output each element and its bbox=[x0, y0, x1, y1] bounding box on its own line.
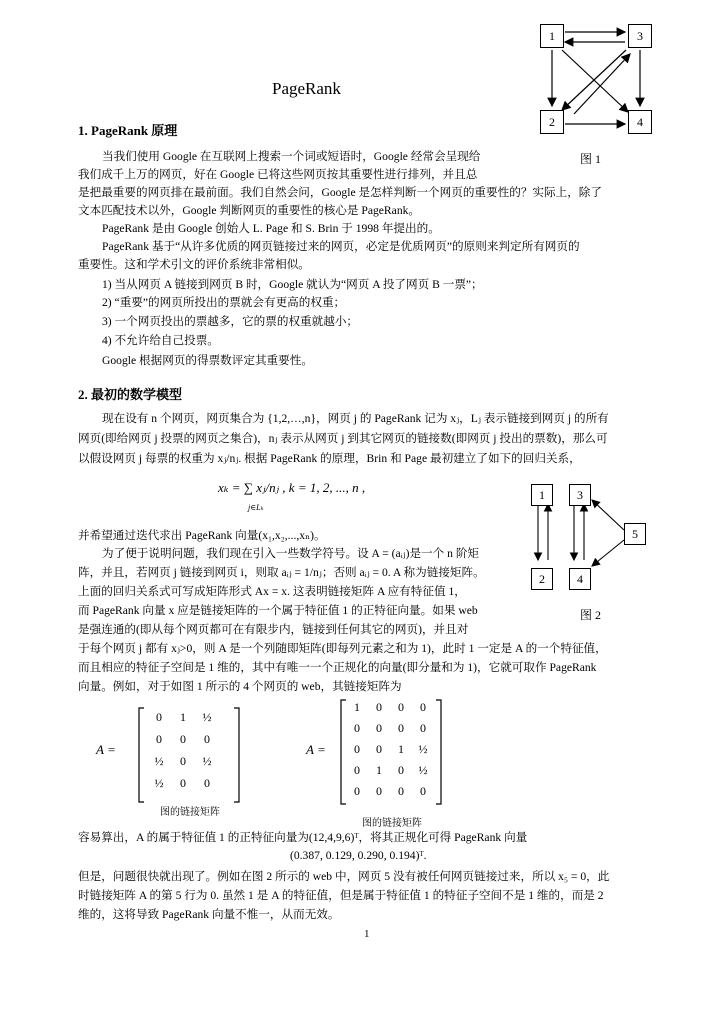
matrix1-label: A = bbox=[96, 742, 116, 757]
figure2-caption: 图 2 bbox=[580, 608, 602, 622]
matrix1-cell: 0 bbox=[156, 710, 162, 724]
figure2-node-2: 2 bbox=[531, 568, 553, 590]
formula-text: xₖ = ∑ xⱼ/nⱼ , k = 1, 2, ..., n , bbox=[218, 480, 366, 495]
matrix2-cell: 0 bbox=[354, 763, 360, 777]
section1-p1-line3: 是把最重要的网页排在最前面。我们自然会问，Google 是怎样判断一个网页的重要性的？实际上，除了 bbox=[78, 186, 602, 199]
section1-p4: Google 根据网页的得票数评定其重要性。 bbox=[102, 354, 313, 367]
matrix2-cell: 0 bbox=[398, 763, 404, 777]
matrix2-cell: 0 bbox=[376, 742, 382, 756]
matrix1-cell: 0 bbox=[180, 776, 186, 790]
matrix1-cell: 0 bbox=[156, 732, 162, 746]
matrix1 bbox=[150, 710, 240, 802]
section1-heading: 1. PageRank 原理 bbox=[78, 123, 178, 138]
section2-p3-line3: 上面的回归关系式可写成矩阵形式 Ax = x. 这表明链接矩阵 A 应有特征值 1， bbox=[78, 585, 466, 598]
matrix1-cell: ½ bbox=[202, 710, 212, 724]
matrix2-cell: 0 bbox=[354, 742, 360, 756]
section2-heading: 2. 最初的数学模型 bbox=[78, 387, 183, 402]
page-number: 1 bbox=[364, 928, 370, 940]
pagerank-vector: (0.387, 0.129, 0.290, 0.194)ᵀ. bbox=[290, 849, 427, 862]
matrix2-cell: 0 bbox=[376, 721, 382, 735]
matrix2 bbox=[348, 700, 440, 805]
matrix2-cell: 0 bbox=[420, 721, 426, 735]
section2-p3-line2: 阵，并且，若网页 j 链接到网页 i，则取 aᵢⱼ = 1/nⱼ；否则 aᵢⱼ = 0. A 称为链接矩阵。 bbox=[78, 566, 485, 579]
matrix2-cell: 0 bbox=[376, 784, 382, 798]
figure2-node-4: 4 bbox=[569, 568, 591, 590]
section1-p3-line2: 重要性。这和学术引文的评价系统非常相似。 bbox=[78, 258, 310, 271]
section2-p3-line6: 于每个网页 j 都有 xⱼ>0，则 A 是一个列随即矩阵(即每列元素之和为 1)，此时 1 一定是 A 的一个特征值， bbox=[78, 642, 607, 655]
section1-list-item-4: 4) 不允许给自己投票。 bbox=[102, 334, 219, 347]
section1-p3-line1: PageRank 基于“从许多优质的网页链接过来的网页，必定是优质网页”的原则来判定所有网页的 bbox=[102, 240, 580, 253]
matrix2-label: A = bbox=[306, 742, 326, 757]
page-title: PageRank bbox=[272, 79, 341, 98]
section2-p3-line7: 而且相应的特征子空间是 1 维的，其中有唯一一个正规化的向量(即分量和为 1)，它就可取作 PageRank bbox=[78, 661, 597, 674]
section2-p1-line1: 现在设有 n 个网页，网页集合为 {1,2,…,n}，网页 j 的 PageRank 记为 xⱼ，Lⱼ 表示链接到网页 j 的所有 bbox=[102, 412, 609, 425]
section2-p1-line2: 网页(即给网页 j 投票的网页之集合)，nⱼ 表示从网页 j 到其它网页的链接数(即网页 j 投出的票数)，那么可 bbox=[78, 432, 608, 445]
figure2-node-3: 3 bbox=[569, 484, 591, 506]
section1-list-item-3: 3) 一个网页投出的票越多，它的票的权重就越小； bbox=[102, 315, 359, 328]
figure1-node-4: 4 bbox=[628, 110, 652, 134]
section1-p1-line4: 文本匹配技术以外，Google 判断网页的重要性的核心是 PageRank。 bbox=[78, 204, 421, 217]
formula-sum-index: j∈Lₖ bbox=[248, 503, 264, 512]
figure1-node-2: 2 bbox=[540, 110, 564, 134]
matrix2-cell: 0 bbox=[354, 721, 360, 735]
matrix1-caption: 图的链接矩阵 bbox=[160, 807, 220, 818]
section1-p1-line2: 我们成千上万的网页，好在 Google 已将这些网页按其重要性进行排列，并且总 bbox=[78, 168, 478, 181]
figure2-node-1: 1 bbox=[531, 484, 553, 506]
matrix2-cell: 0 bbox=[420, 700, 426, 714]
matrix1-cell: ½ bbox=[154, 776, 164, 790]
matrix2-cell: 0 bbox=[376, 700, 382, 714]
section2-p3-line8: 向量。例如，对于如图 1 所示的 4 个网页的 web，其链接矩阵为 bbox=[78, 680, 402, 693]
matrix2-caption: 图的链接矩阵 bbox=[362, 818, 422, 829]
matrix1-cell: 0 bbox=[180, 732, 186, 746]
section1-p1-line1: 当我们使用 Google 在互联网上搜索一个词或短语时，Google 经常会呈现给 bbox=[102, 150, 481, 163]
section2-p4: 容易算出，A 的属于特征值 1 的正特征向量为(12,4,9,6)ᵀ，将其正规化可得 PageRank 向量 bbox=[78, 831, 528, 844]
matrix2-cell: 0 bbox=[420, 784, 426, 798]
section2-p5-line2: 时链接矩阵 A 的第 5 行为 0. 虽然 1 是 A 的特征值，但是属于特征值 1 的特征子空间不是 1 维的，而是 2 bbox=[78, 889, 604, 902]
section2-p3-line5: 是强连通的(即从每个网页都可在有限步内，链接到任何其它的网页)，并且对 bbox=[78, 623, 469, 636]
section2-p2: 并希望通过迭代求出 PageRank 向量(x₁,x₂,...,xₙ)。 bbox=[78, 529, 326, 542]
section1-list-item-2: 2) “重要”的网页所投出的票就会有更高的权重； bbox=[102, 296, 346, 309]
matrix2-cell: ½ bbox=[418, 742, 428, 756]
matrix2-cell: 0 bbox=[398, 784, 404, 798]
matrix2-cell: 0 bbox=[398, 700, 404, 714]
matrix1-cell: ½ bbox=[202, 754, 212, 768]
section2-p5-line3: 维的，这将导致 PageRank 向量不惟一，从而无效。 bbox=[78, 908, 340, 921]
section2-p3-line4: 而 PageRank 向量 x 应是链接矩阵的一个属于特征值 1 的正特征向量。如果 web bbox=[78, 604, 478, 617]
matrix1-cell: 0 bbox=[204, 776, 210, 790]
matrix2-cell: 1 bbox=[398, 742, 404, 756]
section1-list-item-1: 1) 当从网页 A 链接到网页 B 时，Google 就认为“网页 A 投了网页 B 一票”； bbox=[102, 278, 483, 291]
section1-p2: PageRank 是由 Google 创始人 L. Page 和 S. Brin 于 1998 年提出的。 bbox=[102, 222, 440, 235]
section2-p5-line1: 但是，问题很快就出现了。例如在图 2 所示的 web 中，网页 5 没有被任何网页链接过来，所以 x₅ = 0，此 bbox=[78, 870, 610, 883]
matrix2-cell: ½ bbox=[418, 763, 428, 777]
matrix2-cell: 0 bbox=[398, 721, 404, 735]
matrix1-cell: 0 bbox=[204, 732, 210, 746]
matrix2-cell: 1 bbox=[376, 763, 382, 777]
matrix2-cell: 0 bbox=[354, 784, 360, 798]
matrix2-cell: 1 bbox=[354, 700, 360, 714]
matrix1-cell: ½ bbox=[154, 754, 164, 768]
figure2-node-5: 5 bbox=[624, 523, 646, 545]
matrix1-cell: 1 bbox=[180, 710, 186, 724]
figure1-node-3: 3 bbox=[628, 24, 652, 48]
pagerank-formula bbox=[218, 480, 365, 496]
figure1-caption: 图 1 bbox=[580, 152, 602, 166]
figure1-node-1: 1 bbox=[540, 24, 564, 48]
section2-p3-line1: 为了便于说明问题，我们现在引入一些数学符号。设 A = (aᵢⱼ)是一个 n 阶矩 bbox=[102, 547, 480, 560]
matrix1-cell: 0 bbox=[180, 754, 186, 768]
section2-p1-line3: 以假设网页 j 每票的权重为 xⱼ/nⱼ. 根据 PageRank 的原理，Brin 和 Page 最初建立了如下的回归关系， bbox=[78, 452, 581, 465]
